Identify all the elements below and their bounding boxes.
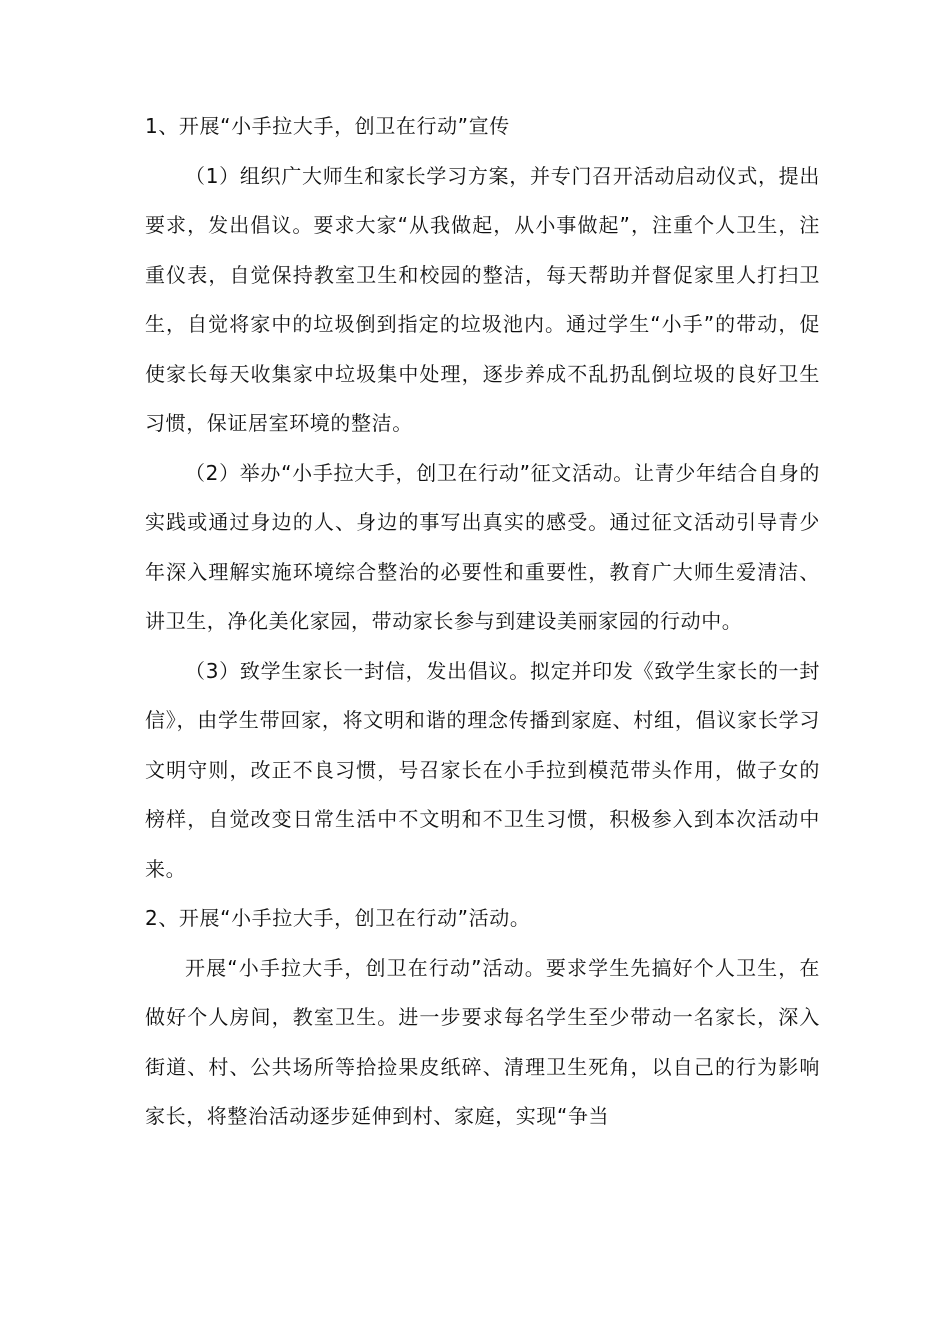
section-heading-2: 2、开展“小手拉大手，创卫在行动”活动。: [145, 906, 531, 930]
document-body: [145, 102, 820, 1142]
paragraph-1: （1）组织广大师生和家长学习方案，并专门召开活动启动仪式，提出要求，发出倡议。要求大家“从我做起，从小事做起”，注重个人卫生，注重仪表，自觉保持教室卫生和校园的整洁，每天帮助并督促家里人打扫卫生，自觉将家中的垃圾倒到指定的垃圾池内。通过学生“小手”的带动，促使家长每天收集家中垃圾集中处理，逐步养成不乱扔乱倒垃圾的良好卫生习惯，保证居室环境的整洁。: [145, 163, 820, 435]
paragraph-2: （2）举办“小手拉大手，创卫在行动”征文活动。让青少年结合自身的实践或通过身边的人、身边的事写出真实的感受。通过征文活动引导青少年深入理解实施环境综合整治的必要性和重要性，教育广大师生爱清洁、讲卫生，净化美化家园，带动家长参与到建设美丽家园的行动中。: [145, 460, 820, 633]
section-heading-1: 1、开展“小手拉大手，创卫在行动”宣传: [145, 114, 510, 138]
paragraph-4: 开展“小手拉大手，创卫在行动”活动。要求学生先搞好个人卫生，在做好个人房间，教室卫生。进一步要求每名学生至少带动一名家长，深入街道、村、公共场所等拾捡果皮纸碎、清理卫生死角，以自己的行为影响家长，将整治活动逐步延伸到村、家庭，实现“争当: [145, 955, 820, 1128]
paragraph-3: （3）致学生家长一封信，发出倡议。拟定并印发《致学生家长的一封信》，由学生带回家，将文明和谐的理念传播到家庭、村组，倡议家长学习文明守则，改正不良习惯，号召家长在小手拉到模范带头作用，做子女的榜样，自觉改变日常生活中不文明和不卫生习惯，积极参入到本次活动中来。: [145, 658, 820, 881]
